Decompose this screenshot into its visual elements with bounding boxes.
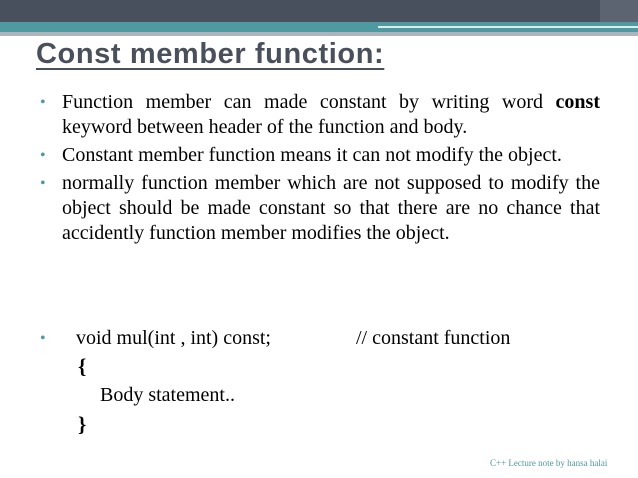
bullet-item-no-modify: [38, 143, 600, 168]
slide-footer: C++ Lecture note by hansa halai: [490, 458, 608, 468]
code-signature: void mul(int , int) const;: [76, 327, 271, 349]
code-body-statement: Body statement..: [100, 384, 235, 406]
slide-title: Const member function:: [36, 38, 385, 70]
bullet-text: normally function member which are not supposed to modify the object should be made constant so that there are no chance that accidently function member modifies the object.: [62, 172, 600, 244]
bullet-text-part: Function member can made constant by writing word: [62, 91, 556, 113]
header-highlight-line: [378, 26, 638, 28]
code-close-brace: }: [78, 412, 87, 436]
bullet-marker: •: [40, 330, 46, 347]
header-band-dark: [0, 0, 638, 22]
code-open-brace: {: [78, 354, 87, 378]
bullet-marker: •: [40, 147, 46, 164]
bullet-text-part: keyword between header of the function and body.: [62, 116, 468, 138]
bullet-marker: •: [40, 175, 46, 192]
bullet-marker: •: [40, 94, 46, 111]
bullet-text: Constant member function means it can not modify the object.: [62, 144, 562, 166]
code-comment: // constant function: [356, 327, 511, 349]
const-keyword: const: [555, 91, 600, 113]
header-corner-accent: [600, 0, 638, 22]
header-band-gray: [0, 32, 638, 36]
bullet-item-should-be-constant: [38, 171, 600, 246]
bullet-list: [38, 90, 600, 249]
bullet-item-const-keyword: [38, 90, 600, 140]
